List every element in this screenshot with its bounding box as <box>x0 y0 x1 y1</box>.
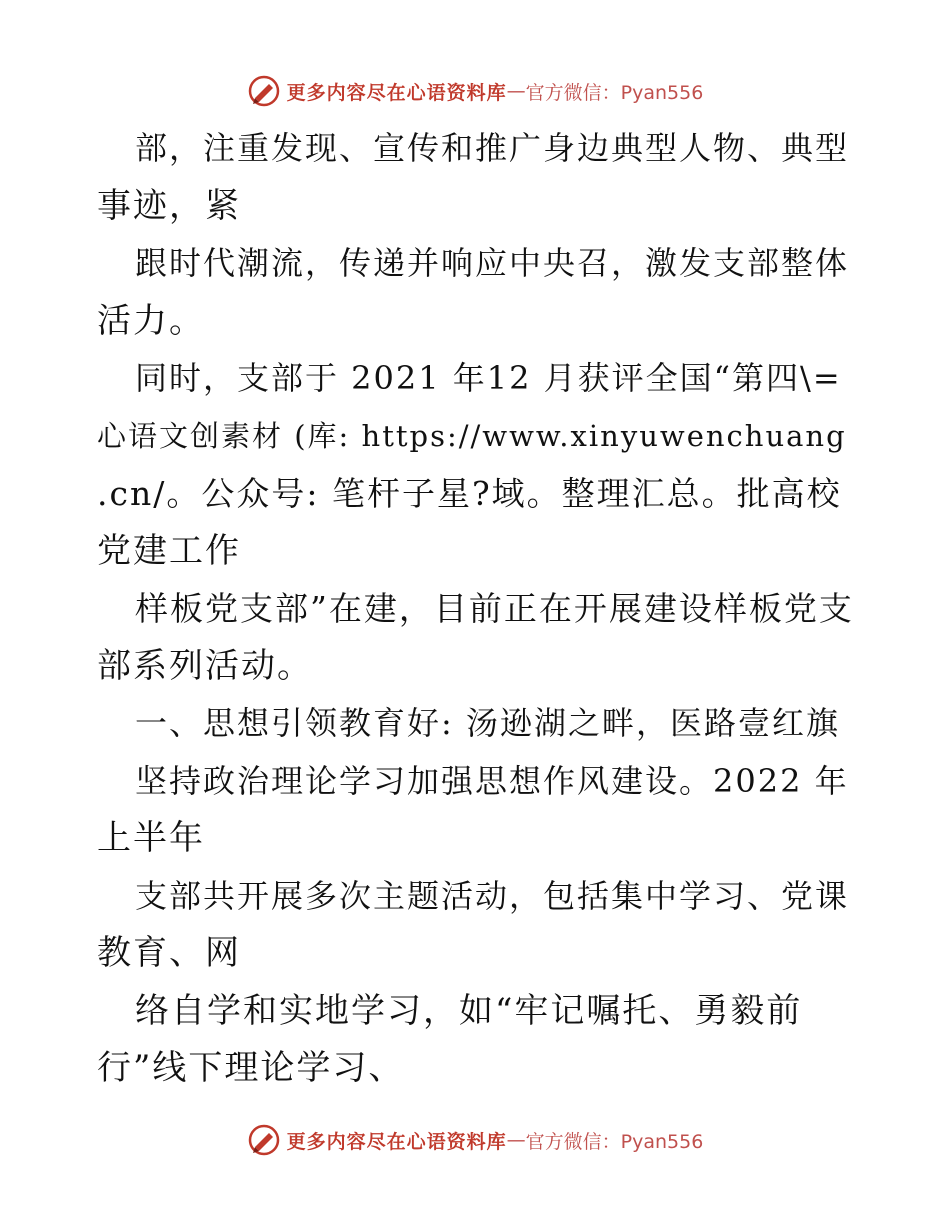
document-body <box>97 120 857 1098</box>
header-watermark-banner <box>0 71 950 111</box>
paragraph-line: 教育、网 <box>97 933 241 973</box>
banner-contact-text: 官方微信：Pyan556 <box>525 1130 704 1153</box>
paragraph-line: 样板党支部”在建，目前正在开展建设样板党支 <box>135 589 854 628</box>
paragraph-line: 跟时代潮流，传递并响应中央召，激发支部整体 <box>135 244 850 282</box>
paragraph-line: 事迹，紧 <box>97 185 241 226</box>
paragraph-line: 坚持政治理论学习加强思想作风建设。2022 年 <box>135 761 849 800</box>
banner-separator: — <box>506 80 526 102</box>
banner-contact-text: 官方微信：Pyan556 <box>525 81 704 104</box>
paragraph-line: 支部共开展多次主题活动，包括集中学习、党课 <box>135 876 850 915</box>
paragraph-line: 部，注重发现、宣传和推广身边典型人物、典型 <box>135 129 850 167</box>
paragraph-line: 同时，支部于 2021 年12 月获评全国“第四\= <box>135 359 842 397</box>
footer-watermark-banner <box>0 1120 950 1160</box>
logo-pen-icon <box>247 74 281 108</box>
paragraph-line: 活力。 <box>97 300 205 341</box>
paragraph-line: 一、思想引领教育好: 汤逊湖之畔，医路壹红旗 <box>135 704 840 742</box>
paragraph-line: 络自学和实地学习，如“牢记嘱托、勇毅前 <box>135 990 803 1031</box>
paragraph-line: 行”线下理论学习、 <box>97 1048 405 1088</box>
paragraph-line: 部系列活动。 <box>97 645 313 686</box>
logo-pen-icon <box>247 1123 281 1157</box>
banner-main-text: 更多内容尽在心语资料库 <box>286 1130 507 1153</box>
banner-main-text: 更多内容尽在心语资料库 <box>286 81 507 104</box>
paragraph-line: 心语文创素材 (库: https://www.xinyuwenchuang <box>97 418 847 453</box>
paragraph-line: 上半年 <box>97 818 205 858</box>
paragraph-line: 党建工作 <box>97 530 241 571</box>
paragraph-line: .cn/。公众号: 笔杆子星?域。整理汇总。批高校 <box>97 474 842 513</box>
banner-separator: — <box>506 1129 526 1151</box>
